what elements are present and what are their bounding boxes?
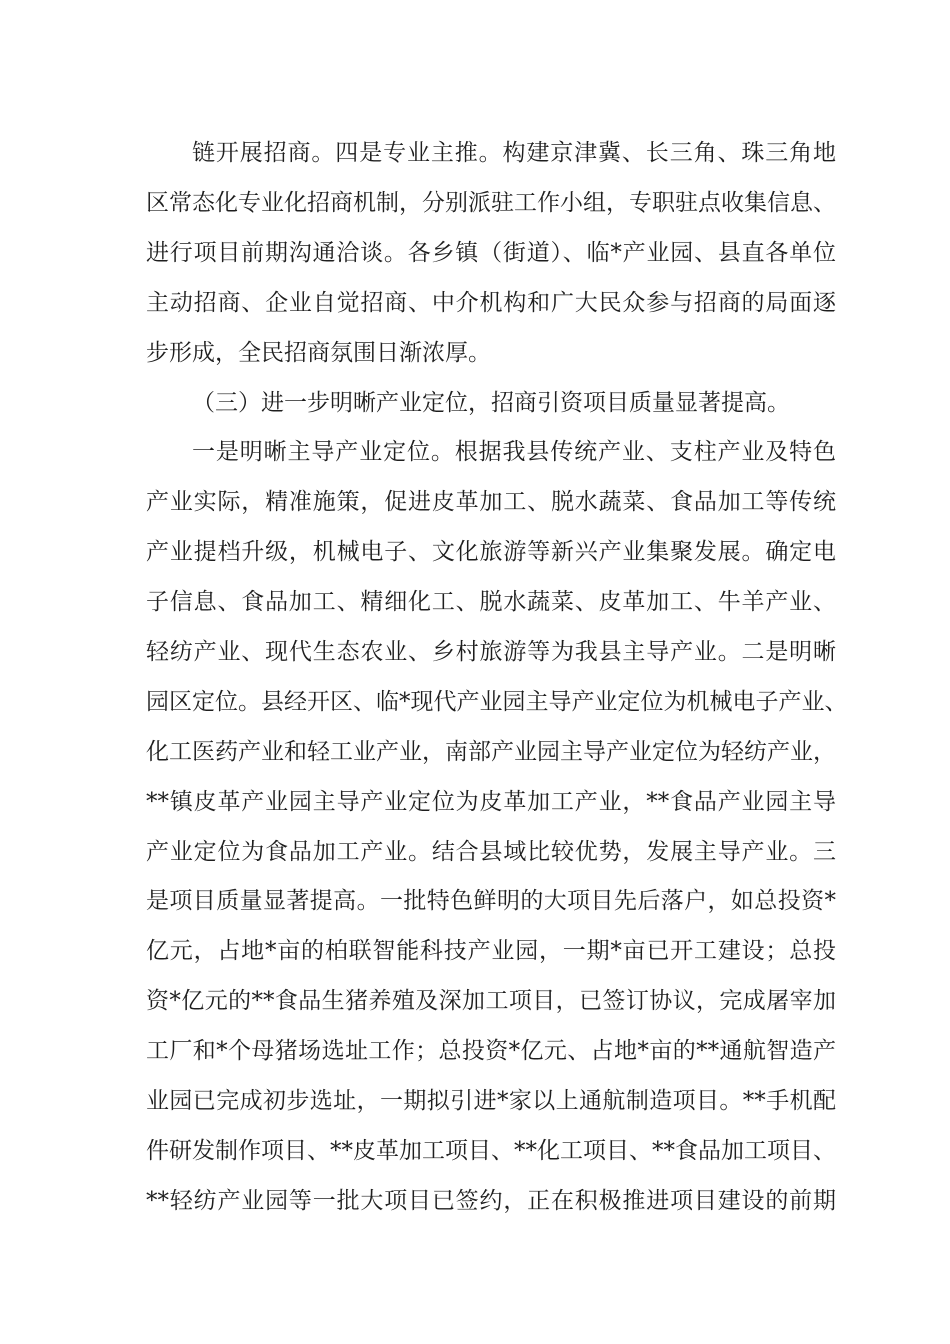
text-line: 业园已完成初步选址，一期拟引进*家以上通航制造项目。**手机配 — [146, 1088, 836, 1114]
text-line: 主动招商、企业自觉招商、中介机构和广大民众参与招商的局面逐 — [146, 290, 836, 316]
text-line: 产业提档升级，机械电子、文化旅游等新兴产业集聚发展。确定电 — [146, 539, 836, 565]
text-line: 亿元，占地*亩的柏联智能科技产业园，一期*亩已开工建设；总投 — [146, 938, 836, 964]
text-line: 化工医药产业和轻工业产业，南部产业园主导产业定位为轻纺产业， — [146, 739, 836, 765]
text-line: 轻纺产业、现代生态农业、乡村旅游等为我县主导产业。二是明晰 — [146, 639, 836, 665]
text-line: 产业实际，精准施策，促进皮革加工、脱水蔬菜、食品加工等传统 — [146, 489, 836, 515]
text-line: 子信息、食品加工、精细化工、脱水蔬菜、皮革加工、牛羊产业、 — [146, 589, 836, 615]
text-line: 链开展招商。四是专业主推。构建京津冀、长三角、珠三角地 — [192, 140, 836, 166]
text-line: **轻纺产业园等一批大项目已签约，正在积极推进项目建设的前期 — [146, 1188, 836, 1214]
text-line: 件研发制作项目、**皮革加工项目、**化工项目、**食品加工项目、 — [146, 1138, 836, 1164]
text-line: **镇皮革产业园主导产业定位为皮革加工产业，**食品产业园主导 — [146, 789, 836, 815]
text-line: 一是明晰主导产业定位。根据我县传统产业、支柱产业及特色 — [192, 439, 836, 465]
text-line: 产业定位为食品加工产业。结合县域比较优势，发展主导产业。三 — [146, 839, 836, 865]
text-line: 园区定位。县经开区、临*现代产业园主导产业定位为机械电子产业、 — [146, 689, 848, 715]
text-line: 进行项目前期沟通洽谈。各乡镇（街道）、临*产业园、县直各单位 — [146, 240, 836, 266]
text-line: 是项目质量显著提高。一批特色鲜明的大项目先后落户，如总投资* — [146, 888, 836, 914]
section-heading: （三）进一步明晰产业定位，招商引资项目质量显著提高。 — [192, 390, 790, 416]
text-line: 工厂和*个母猪场选址工作；总投资*亿元、占地*亩的**通航智造产 — [146, 1038, 836, 1064]
text-line: 区常态化专业化招商机制，分别派驻工作小组，专职驻点收集信息、 — [146, 190, 836, 216]
text-line: 资*亿元的**食品生猪养殖及深加工项目，已签订协议，完成屠宰加 — [146, 988, 836, 1014]
text-line: 步形成，全民招商氛围日渐浓厚。 — [146, 340, 491, 366]
